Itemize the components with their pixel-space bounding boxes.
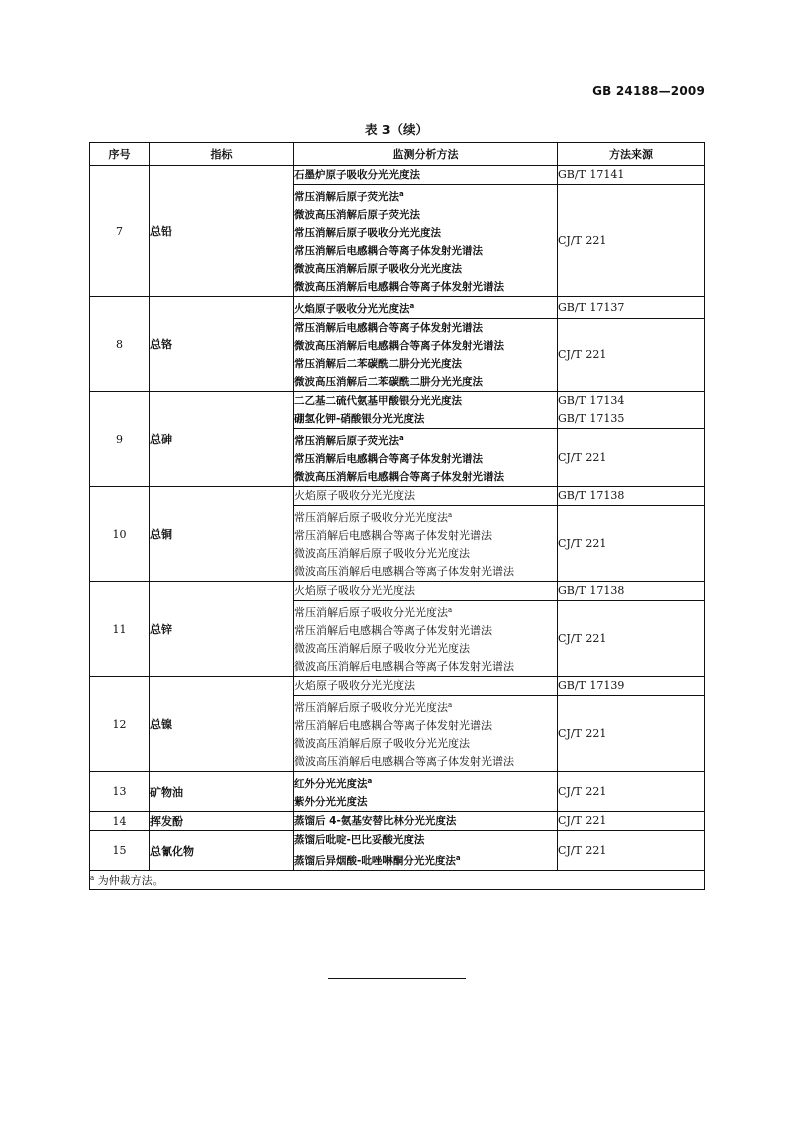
method-line [294,772,557,793]
cell-method [294,185,558,297]
arbitration-mark: a [409,302,415,310]
cell-source [558,677,705,696]
method-line [294,242,557,260]
cell-indicator: 总铅 [150,166,294,297]
source-line: GB/T 17134 [558,394,625,407]
method-line [294,640,557,658]
source-line: CJ/T 221 [558,726,607,740]
arbitration-mark: a [448,606,453,614]
cell-method [294,429,558,487]
footnote [90,871,705,890]
arbitration-mark: a [448,511,453,519]
method-line [294,717,557,735]
method-line [294,319,557,337]
method-text: 常压消解后电感耦合等离子体发射光谱法 [294,624,492,637]
cell-method [294,772,558,812]
cell-seq: 8 [90,297,150,392]
method-text: 常压消解后电感耦合等离子体发射光谱法 [294,719,492,732]
table-row [90,166,705,185]
footnote-text: 为仲裁方法。 [97,874,164,887]
method-text: 微波高压消解后二苯碳酰二肼分光光度法 [294,376,483,388]
method-text: 硼氢化钾-硝酸银分光光度法 [294,413,425,425]
method-line [294,392,557,410]
method-text: 微波高压消解后电感耦合等离子体发射光谱法 [294,340,504,352]
method-text: 常压消解后原子荧光法 [294,435,399,447]
cell-method [294,582,558,601]
source-line: GB/T 17141 [558,168,625,181]
cell-method [294,696,558,772]
cell-seq: 14 [90,812,150,831]
method-text: 火焰原子吸收分光光度法 [294,584,415,597]
source-line: CJ/T 221 [558,814,607,827]
method-line [294,373,557,391]
method-line [294,355,557,373]
arbitration-mark: a [399,434,404,442]
footnote-mark: a [90,874,95,882]
cell-seq: 9 [90,392,150,487]
cell-seq: 10 [90,487,150,582]
cell-indicator: 总氰化物 [150,831,294,871]
end-rule [328,978,466,979]
col-header-source: 方法来源 [558,143,705,166]
method-line [294,753,557,771]
table-row [90,487,705,506]
method-line [294,185,557,206]
cell-source [558,696,705,772]
cell-seq: 7 [90,166,150,297]
method-line [294,206,557,224]
col-header-seq: 序号 [90,143,150,166]
method-text: 火焰原子吸收分光光度法 [294,303,410,315]
cell-source [558,166,705,185]
method-line [294,337,557,355]
method-line [294,658,557,676]
cell-source [558,487,705,506]
arbitration-mark: a [367,777,373,785]
source-line: CJ/T 221 [558,631,607,645]
standard-code: GB 24188—2009 [592,84,705,98]
method-line [294,468,557,486]
arbitration-mark: a [455,854,461,862]
table-body [90,166,705,871]
footnote-row [90,871,705,890]
cell-source [558,506,705,582]
cell-method [294,319,558,392]
method-text: 红外分光光度法 [294,778,368,790]
table-row [90,831,705,871]
cell-source [558,297,705,319]
method-line [294,735,557,753]
cell-seq: 11 [90,582,150,677]
method-text: 紫外分光光度法 [294,796,368,808]
cell-seq: 15 [90,831,150,871]
table-row [90,772,705,812]
method-text: 常压消解后二苯碳酰二肼分光光度法 [294,358,462,370]
method-text: 微波高压消解后原子吸收分光光度法 [294,737,470,750]
cell-indicator: 矿物油 [150,772,294,812]
method-text: 石墨炉原子吸收分光光度法 [294,169,420,181]
source-line: GB/T 17137 [558,300,625,314]
method-text: 微波高压消解后原子吸收分光光度法 [294,642,470,655]
cell-indicator: 总砷 [150,392,294,487]
method-text: 微波高压消解后电感耦合等离子体发射光谱法 [294,755,514,768]
method-text: 常压消解后电感耦合等离子体发射光谱法 [294,529,492,542]
method-line [294,677,557,695]
method-text: 微波高压消解后电感耦合等离子体发射光谱法 [294,281,504,293]
method-text: 火焰原子吸收分光光度法 [294,489,415,502]
table-row [90,297,705,319]
method-text: 微波高压消解后原子吸收分光光度法 [294,263,462,275]
method-line [294,563,557,581]
method-line [294,849,557,870]
method-line [294,696,557,717]
cell-method [294,506,558,582]
cell-source [558,185,705,297]
cell-indicator: 总铬 [150,297,294,392]
method-text: 火焰原子吸收分光光度法 [294,679,415,692]
source-line: CJ/T 221 [558,843,607,857]
method-line [294,831,557,849]
source-line: CJ/T 221 [558,348,607,361]
method-line [294,527,557,545]
cell-source [558,601,705,677]
method-line [294,487,557,505]
method-text: 常压消解后原子荧光法 [294,191,399,203]
method-text: 二乙基二硫代氨基甲酸银分光光度法 [294,395,462,407]
method-line [294,297,557,318]
cell-source [558,319,705,392]
cell-seq: 13 [90,772,150,812]
source-line: CJ/T 221 [558,784,607,798]
method-text: 常压消解后电感耦合等离子体发射光谱法 [294,245,483,257]
method-line [294,506,557,527]
arbitration-mark: a [399,190,404,198]
method-line [294,224,557,242]
cell-indicator: 总镍 [150,677,294,772]
method-text: 常压消解后原子吸收分光光度法 [294,227,441,239]
col-header-indicator: 指标 [150,143,294,166]
method-text: 蒸馏后 4-氨基安替比林分光光度法 [294,815,457,827]
method-line [294,622,557,640]
cell-source [558,429,705,487]
method-text: 常压消解后原子吸收分光光度法 [294,511,448,524]
source-line: GB/T 17139 [558,679,625,692]
method-line [294,582,557,600]
method-text: 常压消解后原子吸收分光光度法 [294,701,448,714]
cell-method [294,831,558,871]
monitoring-methods-table [89,142,705,890]
method-line [294,410,557,428]
cell-method [294,812,558,831]
method-text: 微波高压消解后原子吸收分光光度法 [294,547,470,560]
method-line [294,166,557,184]
source-line: GB/T 17138 [558,489,625,502]
cell-method [294,677,558,696]
table-row [90,392,705,429]
cell-source [558,831,705,871]
table-header-row [90,143,705,166]
cell-seq: 12 [90,677,150,772]
method-text: 常压消解后电感耦合等离子体发射光谱法 [294,453,483,465]
source-line: CJ/T 221 [558,450,607,464]
source-line: CJ/T 221 [558,233,607,247]
method-text: 蒸馏后吡啶-巴比妥酸光度法 [294,834,425,846]
table-caption: 表 3（续） [364,122,429,137]
method-line [294,278,557,296]
col-header-method: 监测分析方法 [294,143,558,166]
method-text: 微波高压消解后电感耦合等离子体发射光谱法 [294,660,514,673]
method-text: 微波高压消解后原子荧光法 [294,209,420,221]
cell-indicator: 挥发酚 [150,812,294,831]
cell-indicator: 总铜 [150,487,294,582]
method-text: 常压消解后电感耦合等离子体发射光谱法 [294,322,483,334]
cell-indicator: 总锌 [150,582,294,677]
cell-method [294,166,558,185]
arbitration-mark: a [448,701,453,709]
method-line [294,545,557,563]
method-line [294,429,557,450]
table-row [90,812,705,831]
cell-method [294,601,558,677]
table-row [90,677,705,696]
source-line: GB/T 17135 [558,412,625,425]
table-row [90,582,705,601]
cell-method [294,297,558,319]
cell-source [558,392,705,429]
method-text: 微波高压消解后电感耦合等离子体发射光谱法 [294,565,514,578]
cell-method [294,392,558,429]
cell-source [558,812,705,831]
cell-method [294,487,558,506]
method-text: 常压消解后原子吸收分光光度法 [294,606,448,619]
method-line [294,793,557,811]
method-line [294,601,557,622]
cell-source [558,772,705,812]
method-text: 蒸馏后异烟酸-吡唑啉酮分光光度法 [294,855,456,867]
source-line: CJ/T 221 [558,536,607,550]
cell-source [558,582,705,601]
source-line: GB/T 17138 [558,584,625,597]
method-line [294,260,557,278]
method-text: 微波高压消解后电感耦合等离子体发射光谱法 [294,471,504,483]
method-line [294,812,557,830]
method-line [294,450,557,468]
